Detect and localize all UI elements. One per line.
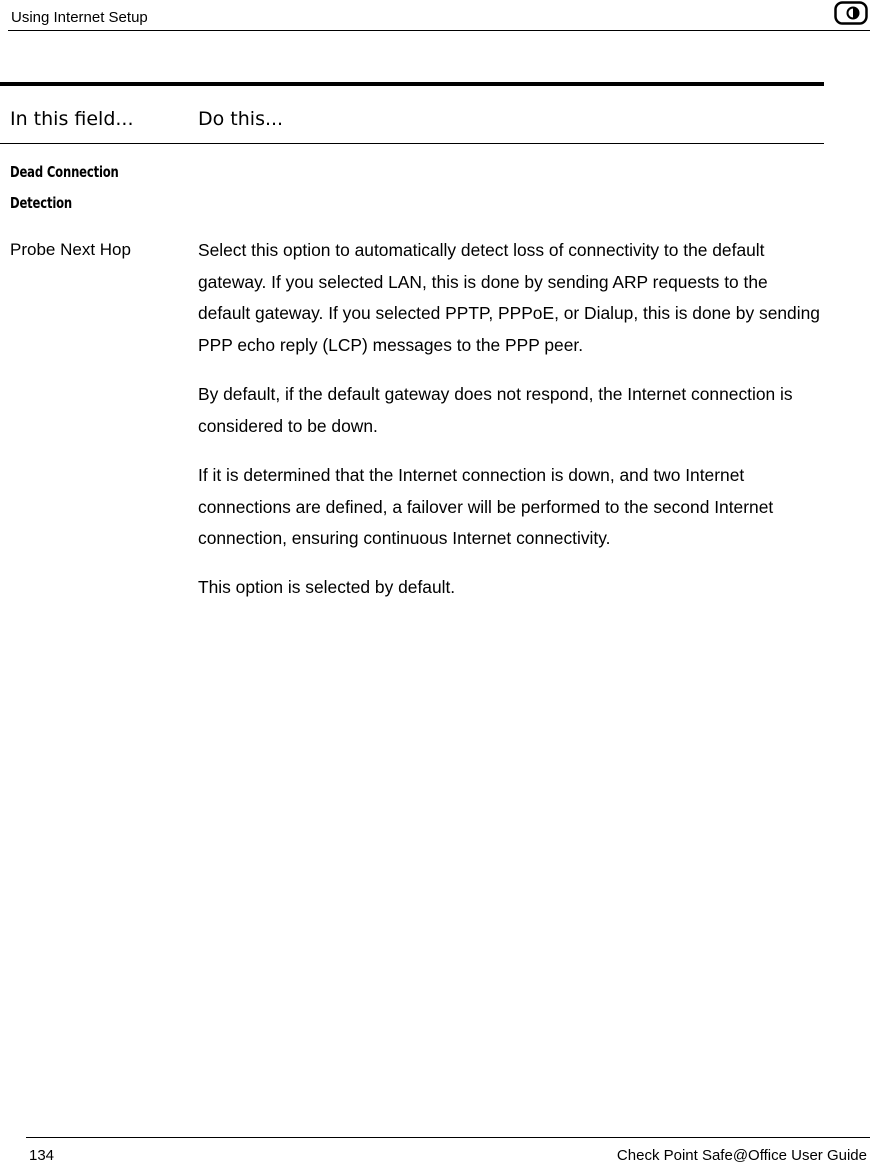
page-footer [26, 1137, 870, 1164]
description-paragraph: This option is selected by default. [198, 577, 456, 597]
column-header-action: Do this... [198, 108, 284, 130]
description-paragraph: Select this option to automatically detect loss of connectivity to the default gateway. If you selected LAN, this is done by sending ARP requests to the default gateway. If you selected PPTP, PPPoE, or Dialup, this is done by sending PPP echo reply (LCP) messages to the PPP peer. [198, 240, 820, 355]
page-number: 134 [29, 1147, 55, 1164]
guide-title: Check Point Safe@Office User Guide [616, 1147, 867, 1164]
page-header [8, 0, 870, 31]
check-point-logo-icon [834, 1, 868, 25]
field-name: Probe Next Hop [10, 240, 131, 259]
table-top-rule [0, 82, 824, 86]
header-rule [0, 143, 824, 144]
description-paragraph: If it is determined that the Internet connection is down, and two Internet connections are defined, a failover will be performed to the second Internet connection, ensuring continuous Internet connectivity. [198, 465, 774, 548]
column-header-field: In this field... [10, 108, 134, 130]
description-paragraph: By default, if the default gateway does not respond, the Internet connection is considered to be down. [198, 384, 793, 436]
section-label: Dead Connection Detection [10, 163, 119, 212]
running-header-title: Using Internet Setup [11, 9, 148, 26]
